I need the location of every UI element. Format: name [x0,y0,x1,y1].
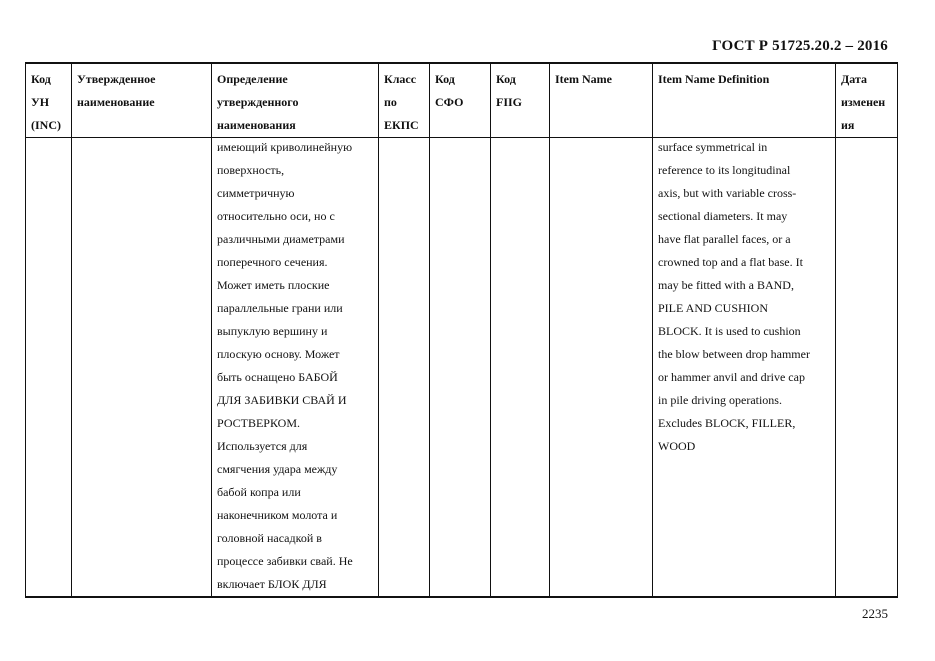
header-definition-ru: Определение утвержденного наименования [217,72,299,132]
column-approved-name [72,64,212,596]
header-item-name: Item Name [555,72,612,86]
column-item-name [550,64,653,596]
column-change-date [836,64,897,596]
column-fsc-class [379,64,430,596]
header-fiig-code: Код FIIG [496,72,523,109]
header-item-name-definition: Item Name Definition [658,72,770,86]
header-fsc-class: Класс по ЕКПС [384,72,419,132]
catalog-table [25,62,898,598]
header-change-date: Дата изменен ия [841,72,886,132]
header-inc-code: Код УН (INC) [31,72,61,132]
document-code: ГОСТ Р 51725.20.2 – 2016 [712,38,888,54]
definition-ru-text: имеющий криволинейную поверхность, симметричную относительно оси, но с различными диаметрами поперечного сечения. Может иметь плоские параллельные грани или выпуклую вершину и плоскую основу. Может быть оснащено БАБОЙ ДЛЯ ЗАБИВКИ СВАЙ И РОСТВЕРКОМ. Используется для смягчения удара между бабой копра или наконечником молота и головной насадкой в процессе забивки свай. Не включает БЛОК ДЛЯ [217,140,353,591]
column-fiig-code [491,64,550,596]
column-item-name-definition [653,64,836,596]
column-sfo-code [430,64,491,596]
page-number: 2235 [862,606,888,621]
header-sfo-code: Код СФО [435,72,464,109]
column-definition-ru [212,64,379,596]
definition-en-text: surface symmetrical in reference to its longitudinal axis, but with variable cross- sectional diameters. It may have flat parallel faces, or a crowned top and a flat base. It may be fitted with a BAND, PILE AND CUSHION BLOCK. It is used to cushion the blow between drop hammer or hammer anvil and drive cap in pile driving operations. Excludes BLOCK, FILLER, WOOD [658,140,810,453]
header-approved-name: Утвержденное наименование [77,72,156,109]
column-inc-code [26,64,72,596]
